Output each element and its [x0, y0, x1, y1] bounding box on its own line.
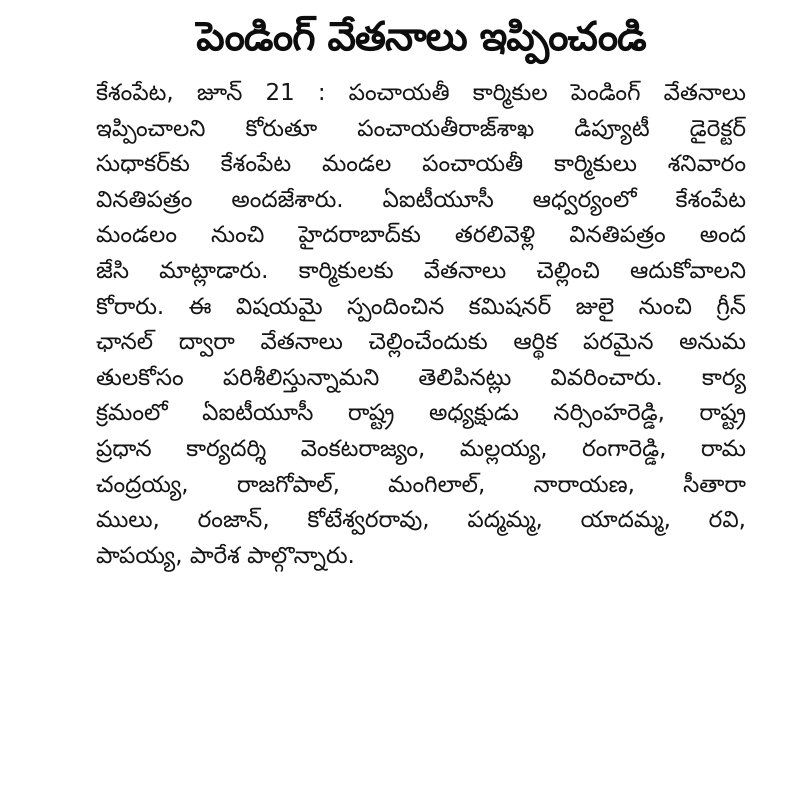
article-body	[96, 76, 746, 574]
headline: పెండింగ్ వేతనాలు ఇప్పించండి	[196, 14, 646, 60]
article-line: జేసి మాట్లాడారు. కార్మికులకు వేతనాలు చెల్లించి ఆదుకోవాలని	[96, 257, 746, 284]
article-line: పాపయ్య, పారేశ పాల్గొన్నారు.	[96, 542, 355, 569]
article-line: ములు, రంజాన్, కోటేశ్వరరావు, పద్మమ్మ, యాదమ్మ, రవి,	[96, 507, 746, 534]
article-line: సుధాకర్‌కు కేశంపేట మండల పంచాయతీ కార్మికులు శనివారం	[96, 151, 746, 178]
article-line: మండలం నుంచి హైదరాబాద్‌కు తరలివెళ్లి వినతిపత్రం అంద	[96, 222, 746, 249]
article-line: కోరారు. ఈ విషయమై స్పందించిన కమిషనర్ జులై నుంచి గ్రీన్	[96, 293, 746, 320]
newspaper-clipping	[96, 8, 746, 574]
article-line: ఛానల్ ద్వారా వేతనాలు చెల్లించేందుకు ఆర్థిక పరమైన అనుమ	[96, 329, 746, 356]
article-line: ప్రధాన కార్యదర్శి వెంకటరాజ్యం, మల్లయ్య, రంగారెడ్డి, రామ	[96, 435, 746, 462]
article-line: తులకోసం పరిశీలిస్తున్నామని తెలిపినట్లు వివరించారు. కార్య	[96, 364, 746, 391]
article-line: వినతిపత్రం అందజేశారు. ఏఐటీయూసీ ఆధ్వర్యంలో కేశంపేట	[96, 186, 746, 213]
article-line: క్రమంలో ఏఐటీయూసీ రాష్ట్ర అధ్యక్షుడు నర్సింహరెడ్డి, రాష్ట్ర	[96, 400, 746, 427]
article-line: కేశంపేట, జూన్ 21 : పంచాయతీ కార్మికుల పెండింగ్ వేతనాలు	[96, 80, 746, 106]
article-line: ఇప్పించాలని కోరుతూ పంచాయతీరాజ్‌శాఖ డిప్యూటీ డైరెక్టర్	[96, 115, 746, 142]
article-line: చంద్రయ్య, రాజగోపాల్, మంగిలాల్, నారాయణ, సీతారా	[96, 471, 746, 498]
